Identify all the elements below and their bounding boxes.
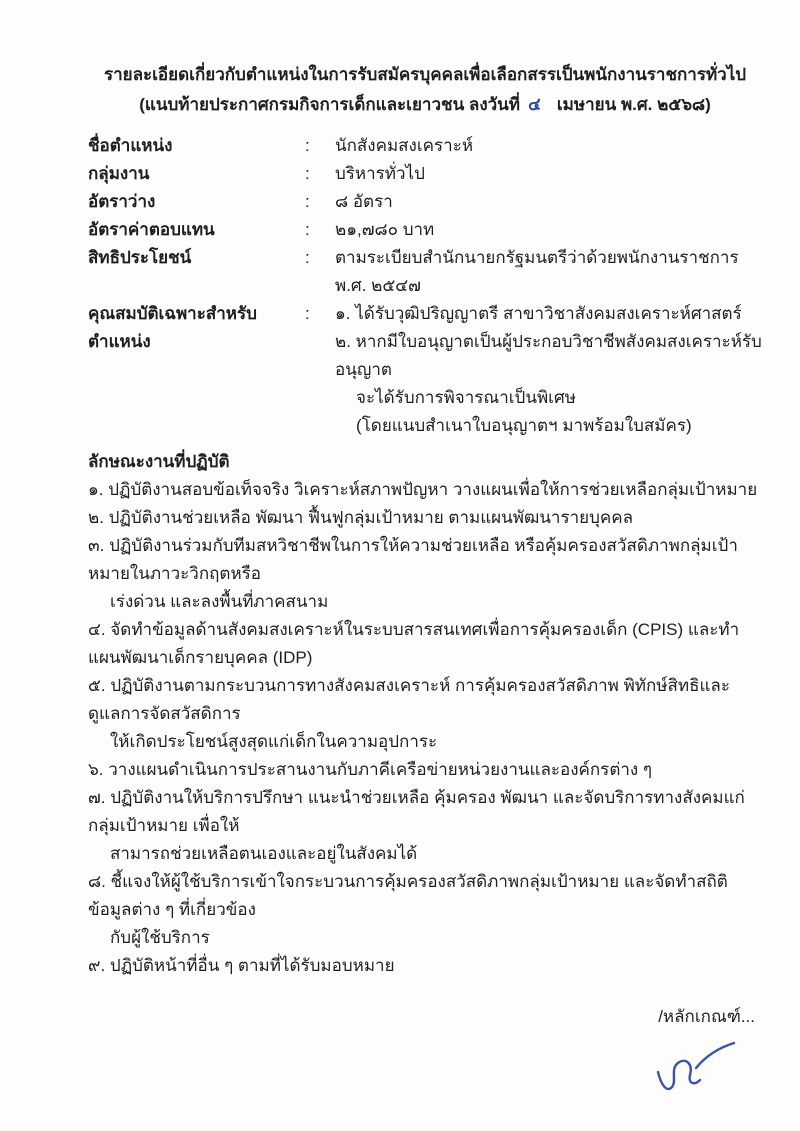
- duty-line: เร่งด่วน และลงพื้นที่ภาคสนาม: [110, 592, 329, 611]
- field-colon: :: [305, 304, 310, 323]
- duty-item: [88, 616, 762, 672]
- field-value: บริหารทั่วไป: [335, 164, 425, 183]
- field-row-benefits: [88, 244, 762, 300]
- position-details: [88, 132, 762, 440]
- field-row-vacancies: [88, 188, 762, 216]
- duty-item: [88, 504, 762, 532]
- duty-line: ๓. ปฏิบัติงานร่วมกับทีมสหวิชาชีพในการให้ความช่วยเหลือ หรือคุ้มครองสวัสดิภาพกลุ่มเป้าหมายในภาวะวิกฤตหรือ: [88, 536, 738, 583]
- qualification-line: จะได้รับการพิจารณาเป็นพิเศษ: [356, 388, 576, 407]
- duty-line: ๒. ปฏิบัติงานช่วยเหลือ พัฒนา ฟื้นฟูกลุ่มเป้าหมาย ตามแผนพัฒนารายบุคคล: [88, 508, 634, 527]
- field-colon: :: [305, 136, 310, 155]
- duty-item: [88, 868, 762, 952]
- duty-line: ๔. จัดทำข้อมูลด้านสังคมสงเคราะห์ในระบบสารสนเทศเพื่อการคุ้มครองเด็ก (CPIS) และทำแผนพัฒนาเด็กรายบุคคล (IDP): [88, 620, 740, 667]
- qualification-line: ๑. ได้รับวุฒิปริญญาตรี สาขาวิชาสังคมสงเคราะห์ศาสตร์: [335, 304, 742, 323]
- title-line2-prefix: (แนบท้ายประกาศกรมกิจการเด็กและเยาวชน ลงวันที่: [139, 95, 520, 114]
- duty-line: ๘. ชี้แจงให้ผู้ใช้บริการเข้าใจกระบวนการคุ้มครองสวัสดิภาพกลุ่มเป้าหมาย และจัดทำสถิติข้อมูลต่าง ๆ ที่เกี่ยวข้อง: [88, 872, 728, 919]
- field-label: ชื่อตำแหน่ง: [88, 136, 173, 155]
- field-colon: :: [305, 248, 310, 267]
- duty-item: [88, 756, 762, 784]
- title-line-2: [88, 90, 762, 120]
- duty-line: สามารถช่วยเหลือตนเองและอยู่ในสังคมได้: [110, 844, 418, 863]
- field-colon: :: [305, 164, 310, 183]
- field-label: คุณสมบัติเฉพาะสำหรับตำแหน่ง: [88, 304, 257, 351]
- field-row-qualifications: [88, 300, 762, 440]
- field-label: อัตราว่าง: [88, 192, 156, 211]
- duty-line: ให้เกิดประโยชน์สูงสุดแก่เด็กในความอุปการะ: [110, 732, 438, 751]
- field-colon: :: [305, 220, 310, 239]
- field-value: [335, 300, 762, 440]
- handwritten-day: ๔: [527, 94, 542, 115]
- field-value: ๘ อัตรา: [335, 192, 393, 211]
- duty-line: ๙. ปฏิบัติหน้าที่อื่น ๆ ตามที่ได้รับมอบหมาย: [88, 956, 395, 975]
- duty-line: ๗. ปฏิบัติงานให้บริการปรึกษา แนะนำช่วยเหลือ คุ้มครอง พัฒนา และจัดบริการทางสังคมแก่กลุ่มเป้าหมาย เพื่อให้: [88, 788, 745, 835]
- qualification-line: (โดยแนบสำเนาใบอนุญาตฯ มาพร้อมใบสมัคร): [356, 416, 692, 435]
- duty-line: ๑. ปฏิบัติงานสอบข้อเท็จจริง วิเคราะห์สภาพปัญหา วางแผนเพื่อให้การช่วยเหลือกลุ่มเป้าหมาย: [88, 480, 758, 499]
- field-row-work-group: [88, 160, 762, 188]
- field-value: นักสังคมสงเคราะห์: [335, 136, 474, 155]
- duties-heading: ลักษณะงานที่ปฏิบัติ: [88, 452, 230, 471]
- field-value: ๒๑,๗๘๐ บาท: [335, 220, 435, 239]
- document-title: [88, 60, 762, 120]
- duty-item: [88, 672, 762, 756]
- field-label: กลุ่มงาน: [88, 164, 150, 183]
- title-line-1: รายละเอียดเกี่ยวกับตำแหน่งในการรับสมัครบุคคลเพื่อเลือกสรรเป็นพนักงานราชการทั่วไป: [103, 65, 747, 84]
- duty-item: [88, 952, 762, 980]
- field-row-salary: [88, 216, 762, 244]
- duty-line: กับผู้ใช้บริการ: [110, 928, 210, 947]
- continuation-marker: /หลักเกณฑ์...: [658, 1007, 755, 1026]
- duty-item: [88, 532, 762, 616]
- duty-line: ๕. ปฏิบัติงานตามกระบวนการทางสังคมสงเคราะห์ การคุ้มครองสวัสดิภาพ พิทักษ์สิทธิและดูแลการจัดสวัสดิการ: [88, 676, 730, 723]
- field-value: ตามระเบียบสำนักนายกรัฐมนตรีว่าด้วยพนักงานราชการ พ.ศ. ๒๕๔๗: [335, 248, 739, 295]
- duty-item: [88, 476, 762, 504]
- duty-item: [88, 784, 762, 868]
- title-line2-suffix: เมษายน พ.ศ. ๒๕๖๘): [556, 95, 711, 114]
- duty-line: ๖. วางแผนดำเนินการประสานงานกับภาคีเครือข่ายหน่วยงานและองค์กรต่าง ๆ: [88, 760, 653, 779]
- field-row-position-name: [88, 132, 762, 160]
- field-label: สิทธิประโยชน์: [88, 248, 192, 267]
- field-colon: :: [305, 192, 310, 211]
- qualification-line: ๒. หากมีใบอนุญาตเป็นผู้ประกอบวิชาชีพสังคมสงเคราะห์รับอนุญาต: [335, 332, 762, 379]
- duties-section: [88, 448, 762, 980]
- signature-icon: [650, 1038, 742, 1100]
- field-label: อัตราค่าตอบแทน: [88, 220, 215, 239]
